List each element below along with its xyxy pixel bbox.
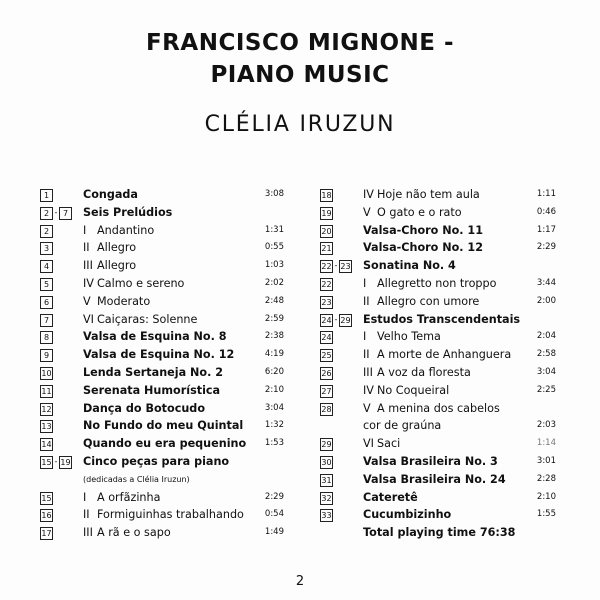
track-duration: 0:46 [536,206,556,217]
track-number-box: 25 [321,351,332,361]
track-duration: 3:08 [264,189,284,199]
track-number-box: 8 [40,331,53,344]
track-number [40,225,53,238]
track-row [40,435,284,453]
track-title: Cinco peças para piano [83,454,230,468]
track-duration: 4:19 [264,349,284,360]
track-title: Valsa de Esquina No. 8 [83,330,227,344]
range-dash: - [334,261,338,271]
track-title: Hoje não tem aula [377,188,480,201]
track-row [320,489,556,507]
track-row [320,186,556,204]
movement-numeral: III [83,259,93,273]
page-number: 2 [295,574,305,589]
track-title: Estudos Transcendentais [363,312,521,326]
track-row [40,186,284,204]
track-row [40,222,284,240]
movement-numeral: III [83,526,93,540]
track-row [40,275,284,293]
movement-title [363,346,511,364]
movement-numeral: III [363,365,373,379]
track-number-box: 22 [321,279,332,289]
track-duration: 2:48 [264,295,284,306]
track-title: Valsa Brasileira No. 3 [363,454,498,468]
movement-numeral: I [363,276,367,290]
track-title: A orfãzinha [97,490,161,504]
movement-numeral: I [83,490,87,504]
track-number [320,242,333,255]
track-number [320,438,333,451]
track-number-box: 4 [40,260,53,273]
track-duration: 3:44 [536,277,556,288]
track-number [320,367,333,380]
track-number-box: 14 [41,440,52,450]
track-title: Allegro con umore [377,294,480,308]
track-number-box: 22 [321,262,332,272]
track-number-box: 26 [321,368,332,378]
track-number-box: 7 [59,207,72,220]
track-duration: 2:10 [536,491,556,502]
movement-title [83,506,244,524]
track-row [40,453,284,471]
track-duration: 1:11 [536,189,556,199]
track-row [320,204,556,222]
track-number [40,242,53,255]
total-playing-time-row [320,524,556,542]
work-title [83,382,220,400]
track-duration: 1:14 [536,438,556,449]
track-duration: 1:03 [264,260,284,271]
track-row [320,453,556,471]
track-number-box: 19 [321,208,332,218]
track-row [40,293,284,311]
track-number [320,385,333,398]
track-number [40,456,72,469]
movement-title [83,239,136,257]
track-row [320,382,556,400]
track-row [320,435,556,453]
work-title [363,453,498,471]
work-title [363,471,506,489]
album-title-line2: PIANO MUSIC [210,62,390,88]
track-number [40,492,53,505]
track-row [40,364,284,382]
track-duration: 3:04 [536,366,556,377]
movement-title [363,382,449,400]
track-number [320,296,333,309]
track-title: Serenata Humorística [83,383,221,397]
work-title [363,222,483,240]
track-number-box: 32 [321,493,332,503]
track-number [320,474,333,487]
track-number-box: 23 [321,297,332,307]
work-title [83,328,227,346]
work-title [83,435,246,453]
work-title [363,239,483,257]
track-duration: 2:38 [264,331,284,342]
track-row [320,471,556,489]
track-number-box: 29 [321,440,332,450]
track-number [320,278,333,291]
track-row [40,204,284,222]
movement-title [83,489,160,507]
track-number-box: 2 [40,225,53,238]
track-number [320,207,333,220]
movement-title [363,364,471,382]
movement-numeral: II [83,241,90,255]
track-title: Caiçaras: Solenne [97,312,198,326]
track-duration: 1:32 [264,420,284,431]
movement-title [83,311,197,329]
range-dash: - [54,456,58,466]
work-title [83,364,223,382]
track-row [320,239,556,257]
track-number-box: 27 [321,386,332,396]
track-row [320,417,556,435]
movement-numeral: IV [83,276,94,290]
track-number [40,403,53,416]
work-title [363,506,451,524]
track-title: Quando eu era pequenino [83,437,247,451]
track-row [40,506,284,524]
track-row [320,346,556,364]
track-duration: 2:00 [536,295,556,306]
track-number [320,509,333,522]
movement-numeral: V [363,401,371,415]
track-number-box: 1 [40,189,53,202]
track-duration: 1:49 [264,527,284,538]
performer-name: CLÉLIA IRUZUN [204,112,396,137]
album-title-line1: FRANCISCO MIGNONE - [145,30,455,56]
track-number-box: 10 [41,368,52,378]
track-title: A rã e o sapo [97,526,171,540]
movement-numeral: I [83,223,87,237]
track-number-box: 24 [321,315,332,325]
track-number-box: 6 [40,296,53,309]
track-row [320,257,556,275]
track-duration: 3:01 [536,455,556,466]
track-row [320,275,556,293]
track-row [40,400,284,418]
track-number [320,189,333,202]
total-playing-time: Total playing time 76:38 [363,526,516,540]
track-row [320,328,556,346]
track-number [320,314,352,327]
track-duration: 2:29 [264,491,284,502]
movement-title [363,293,479,311]
track-number-box: 31 [321,475,332,485]
track-number-box: 29 [340,315,351,325]
track-title: Sonatina No. 4 [363,259,456,273]
range-dash: - [334,314,338,324]
track-title: Velho Tema [377,330,441,344]
track-title: Calmo e sereno [97,276,185,290]
track-number-box: 3 [40,242,53,255]
track-title: O gato e o rato [377,205,462,219]
track-number-box: 11 [41,386,52,396]
track-number [40,385,53,398]
track-row [40,382,284,400]
track-duration: 6:20 [264,366,284,377]
track-number-box: 16 [41,511,52,521]
track-duration: 2:02 [264,277,284,288]
movement-title [363,417,441,435]
track-number-box: 7 [40,314,53,327]
track-number [320,403,333,416]
track-duration: 1:17 [536,224,556,235]
track-number [320,456,333,469]
track-number [40,260,53,273]
track-duration: 2:25 [536,384,556,395]
track-duration: 1:55 [536,509,556,520]
track-duration: 3:04 [264,402,284,413]
track-row [320,364,556,382]
track-number-box: 17 [41,529,52,539]
track-row [40,239,284,257]
track-duration: 2:10 [264,384,284,395]
track-number [40,420,53,433]
track-row [320,400,556,418]
movement-title [363,400,500,418]
work-title [363,311,520,329]
track-number [40,207,72,220]
track-number [320,260,352,273]
track-duration: 1:53 [264,438,284,449]
movement-title [83,293,150,311]
track-row [40,311,284,329]
track-title: Valsa Brasileira No. 24 [363,472,506,486]
track-title: Congada [83,188,138,201]
track-row [40,489,284,507]
track-number-box: 21 [321,244,332,254]
track-row [40,417,284,435]
movement-numeral: I [363,330,367,344]
track-number [40,438,53,451]
dedication-note: (dedicadas a Clélia Iruzun) [83,474,190,484]
track-title: Allegro [97,259,137,273]
track-row [320,222,556,240]
work-title [83,400,205,418]
movement-numeral: V [83,294,91,308]
track-number [320,331,333,344]
work-title [83,453,229,471]
track-number [40,349,53,362]
track-number-box: 12 [41,404,52,414]
track-number-box: 18 [321,191,332,200]
track-row [320,311,556,329]
track-number [40,314,53,327]
movement-numeral: VI [363,437,374,451]
track-title: Cateretê [363,490,418,504]
movement-numeral: II [363,294,370,308]
track-title: Cucumbizinho [363,508,452,522]
movement-numeral: II [83,508,90,522]
track-row [40,257,284,275]
movement-title [363,435,400,453]
track-number-box: 23 [340,262,351,272]
track-duration: 2:59 [264,313,284,324]
track-number [40,189,53,202]
track-title: A voz da floresta [377,365,471,379]
work-title [83,417,243,435]
track-number-box: 28 [321,404,332,414]
track-number [40,278,53,291]
movement-title [83,524,171,542]
work-title [363,489,418,507]
movement-title [363,186,480,204]
track-duration: 2:28 [536,473,556,484]
track-row [40,328,284,346]
track-number-box: 15 [41,493,52,503]
track-title: A morte de Anhanguera [377,348,512,362]
track-duration: 2:03 [536,420,556,431]
track-number [40,367,53,380]
track-number [40,296,53,309]
track-title: Valsa-Choro No. 12 [363,241,484,255]
track-number [320,349,333,362]
range-dash: - [54,207,58,217]
dedication-note-row [40,471,284,489]
movement-numeral: II [363,348,370,362]
track-title: A menina dos cabelos [377,401,500,415]
track-duration: 2:58 [536,349,556,360]
track-title: Allegretto non troppo [377,276,497,290]
track-row [40,524,284,542]
movement-title [83,222,154,240]
track-number [320,225,333,238]
tracklist-left-column [40,186,284,542]
track-title: Saci [377,437,401,451]
track-duration: 2:04 [536,331,556,342]
movement-numeral: VI [83,312,94,326]
track-duration: 2:29 [536,242,556,253]
track-title: Lenda Sertaneja No. 2 [83,365,224,379]
track-number-box: 19 [60,457,71,467]
track-title: Dança do Botocudo [83,401,206,415]
track-title: Valsa-Choro No. 11 [363,223,484,237]
track-row [40,346,284,364]
work-title [83,346,234,364]
track-number-box: 30 [321,457,332,467]
track-number-box: 20 [321,226,332,236]
movement-title [363,275,496,293]
track-number-box: 24 [321,333,332,343]
movement-numeral: IV [363,188,374,201]
track-number-box: 9 [40,349,53,362]
track-title: Allegro [97,241,137,255]
movement-title [363,204,462,222]
track-title: Valsa de Esquina No. 12 [83,348,235,362]
track-duration: 0:54 [264,509,284,520]
track-title: cor de graúna [363,419,442,433]
track-number-box: 13 [41,422,52,432]
movement-title [83,257,136,275]
movement-title [83,275,184,293]
track-title: Formiguinhas trabalhando [97,508,244,522]
track-number-box: 15 [41,457,52,467]
work-title [83,204,172,222]
movement-numeral: IV [363,383,374,397]
track-duration: 1:31 [264,224,284,235]
work-title [83,186,138,204]
tracklist-right-column [320,186,556,542]
track-title: No Coqueiral [377,383,450,397]
track-duration: 0:55 [264,242,284,253]
work-title [363,257,456,275]
track-row [320,293,556,311]
track-title: Andantino [97,223,155,237]
movement-numeral: V [363,205,371,219]
track-title: Seis Prelúdios [83,205,173,219]
track-title: No Fundo do meu Quintal [83,419,244,433]
track-row [320,506,556,524]
track-title: Moderato [97,294,151,308]
track-number-box: 33 [321,511,332,521]
track-number-box: 5 [40,278,53,291]
track-number [40,509,53,522]
track-number-box: 2 [40,207,53,220]
movement-title [363,328,441,346]
track-number [40,527,53,540]
track-number [40,331,53,344]
track-number [320,492,333,505]
